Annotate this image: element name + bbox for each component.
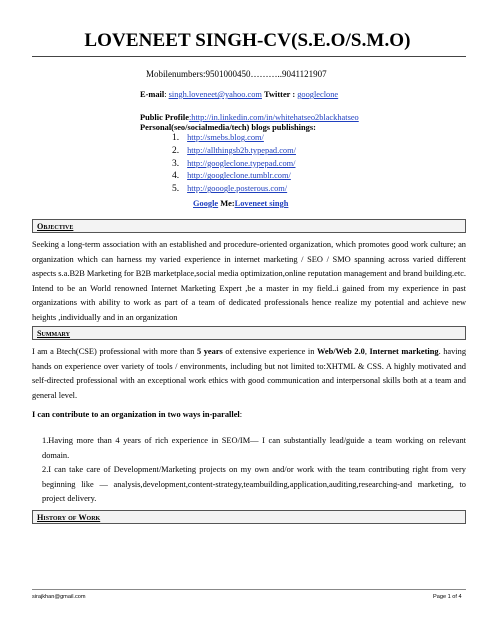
title-underline xyxy=(32,56,466,57)
list-item: 3. http://googleclone.typepad.com/ xyxy=(172,158,296,169)
summary-heading: Summary xyxy=(37,329,71,338)
objective-section-header xyxy=(32,219,466,233)
blog-link[interactable]: http://smebs.blog.com/ xyxy=(187,133,264,142)
summary-paragraph: I am a Btech(CSE) professional with more than 5 years of extensive experience in Web/Web 2.0, Internet marketing. having hands on experience over variety of tools / environments, including but not limited to:XHTML & CSS. A highly motivated and self-directed professional with an exceptional work ethics with good communication and interpersonal skills both at a team and general level. xyxy=(32,347,467,400)
list-item: 1. http://smebs.blog.com/ xyxy=(172,133,264,143)
cv-title: LOVENEET SINGH-CV(S.E.O/S.M.O) xyxy=(84,30,411,51)
blog-link[interactable]: http://googleclone.typepad.com/ xyxy=(187,158,296,168)
email-line xyxy=(140,89,338,100)
list-item: 4. http://googleclone.tumblr.com/ xyxy=(172,171,291,182)
twitter-link[interactable]: googleclone xyxy=(297,90,339,99)
footer-divider xyxy=(32,589,466,590)
blogs-list xyxy=(172,132,296,196)
profile-link[interactable]: :http://in.linkedin.com/in/whitehatseo2blackhatseo xyxy=(188,113,359,122)
history-section-header xyxy=(32,510,466,524)
email-link[interactable]: singh.loveneet@yahoo.com xyxy=(168,90,262,99)
im-highlight: Internet marketing xyxy=(369,347,439,356)
footer-email: sirajkhan@gmail.com xyxy=(32,594,86,600)
list-item: 2. http://allthingsb2b.typepad.com/ xyxy=(172,145,296,156)
mobile-numbers: Mobilenumbers:9501000450………..9041121907 xyxy=(146,69,327,79)
google-profile-link[interactable]: Loveneet singh xyxy=(234,199,289,208)
google-me-line xyxy=(193,198,288,209)
profile-label: Public Profile xyxy=(140,113,189,122)
google-link[interactable]: Google xyxy=(193,199,219,208)
summary-section-header xyxy=(32,326,466,340)
history-heading: History of Work xyxy=(37,513,101,522)
contribute-heading: I can contribute to an organization in two ways in-parallel: xyxy=(32,410,243,419)
contribute-point-2: 2.I can take care of Development/Marketing projects on my own and/or work with the team contributing right from very beginning like — analysis,development,content-strategy,teambuilding,application,auditing,researching-and marketing, to project delivery. xyxy=(42,465,466,504)
footer-page-number: Page 1 of 4 xyxy=(433,594,462,600)
objective-heading: Objective xyxy=(37,222,74,231)
google-me-label: Me: xyxy=(218,199,235,208)
email-label: E-mail xyxy=(140,90,165,99)
web-highlight: Web/Web 2.0 xyxy=(316,347,365,356)
twitter-label: Twitter : xyxy=(264,90,296,99)
list-item: 5. http://gooogle.posterous.com/ xyxy=(172,184,288,195)
blog-link[interactable]: http://googleclone.tumblr.com/ xyxy=(187,171,291,181)
blogs-heading: Personal(seo/socialmedia/tech) blogs publishings: xyxy=(140,123,316,132)
email-separator: : xyxy=(164,90,169,99)
blog-link[interactable]: http://gooogle.posterous.com/ xyxy=(187,184,288,194)
contribute-point-1: 1.Having more than 4 years of rich experience in SEO/IM— I can substantially lead/guide a team working on relevant domain. xyxy=(42,436,466,460)
years-highlight: 5 years xyxy=(197,347,223,356)
objective-text: Seeking a long-term association with an established and procedure-oriented organization, which promotes good work culture; an organization which can harness my varied experience in internet marketing / SEO / SMO spanning across varied different aspects s.a.B2B Marketing for B2B marketplace,social media optimization,online reputation management and brand building.etc. Intend to be an World renowned Internet Marketing Expert ,be a master in my field..i gained from my experience in past organizations with ability to work as part of a team of dedicated professionals hence realize my potential and achieve new heights ,individually and in an organization xyxy=(32,240,466,322)
blog-link[interactable]: http://allthingsb2b.typepad.com/ xyxy=(187,145,296,155)
